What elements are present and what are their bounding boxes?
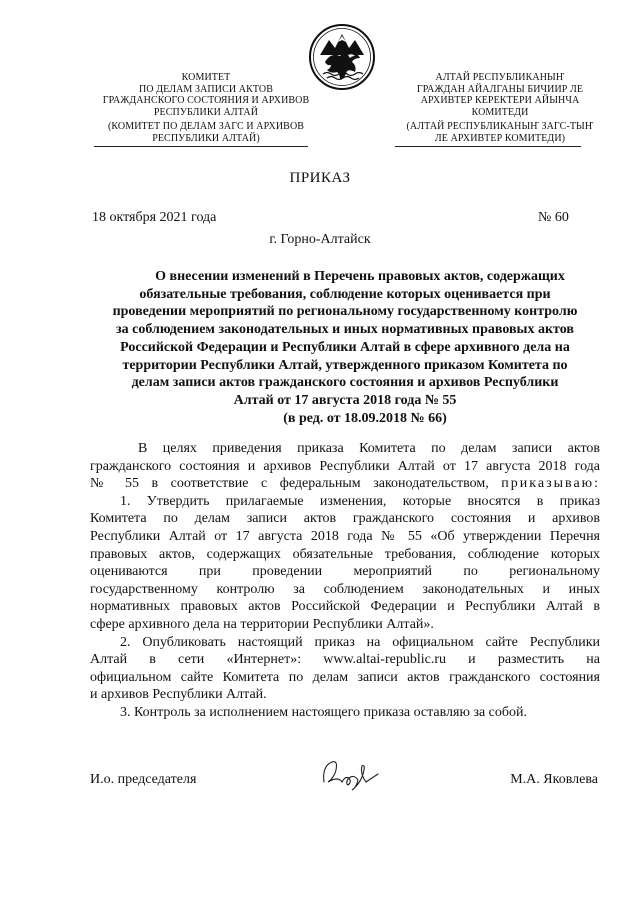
org-line: ГРАЖДАНСКОГО СОСТОЯНИЯ И АРХИВОВ xyxy=(102,95,310,107)
body-line: сфере архивного дела на территории Республики Алтай». xyxy=(90,616,434,632)
org-line: РЕСПУБЛИКИ АЛТАЙ xyxy=(153,106,259,118)
org-abbr-line: ЛЕ АРХИВТЕР КОМИТЕДИ) xyxy=(434,132,566,144)
body-line xyxy=(90,475,600,493)
heading-line: территории Республики Алтай, утвержденного приказом Комитета по xyxy=(122,357,568,373)
body-line: нормативных правовых актов Российской Федерации и Республики Алтай в xyxy=(90,599,600,615)
document-city: г. Горно-Алтайск xyxy=(269,232,371,247)
org-line: ГРАЖДАН АЙАЛГАНЫ БИЧИИР ЛЕ xyxy=(416,83,584,95)
heading-redaction: (в ред. от 18.09.2018 № 66) xyxy=(283,410,447,426)
body-line-text: № 55 в соответствие с федеральным законодательством, xyxy=(90,476,489,492)
org-abbr-line: (КОМИТЕТ ПО ДЕЛАМ ЗАГС И АРХИВОВ xyxy=(107,121,305,133)
body-line: официальном сайте Комитета по делам записи актов гражданского состояния xyxy=(90,669,600,685)
document-heading xyxy=(90,268,600,427)
body-line: и архивов Республики Алтай. xyxy=(90,687,267,703)
intro-paragraph xyxy=(90,440,600,493)
body-line: оцениваются при проведении мероприятий по региональному xyxy=(90,564,600,580)
heading-line: Российской Федерации и Республики Алтай в сфере архивного дела на xyxy=(120,339,570,355)
heading-line: за соблюдением законодательных и иных нормативных правовых актов xyxy=(116,322,574,338)
body-line: Алтай в сети «Интернет»: www.altai-republic.ru и разместить на xyxy=(90,652,600,668)
document-date: 18 октября 2021 года xyxy=(92,210,217,225)
order-word: приказываю: xyxy=(501,476,600,492)
heading-line: Алтай от 17 августа 2018 года № 55 xyxy=(233,392,457,408)
org-line: КОМИТЕТ xyxy=(181,72,231,83)
org-line: АЛТАЙ РЕСПУБЛИКАНЫҤ xyxy=(435,72,565,83)
signatory-name: М.А. Яковлева xyxy=(510,772,598,787)
body-line: государственному контролю за соблюдением законодательных и иных xyxy=(90,581,600,597)
document-body xyxy=(90,440,600,722)
paragraph-1 xyxy=(90,493,600,634)
heading-line: проведении мероприятий по региональному государственному контролю xyxy=(112,304,578,320)
body-line: 1. Утвердить прилагаемые изменения, которые вносятся в приказ xyxy=(120,493,600,509)
document-number: № 60 xyxy=(538,210,569,225)
header-rule-left xyxy=(94,146,308,147)
org-line: КОМИТЕДИ xyxy=(471,106,529,118)
body-line: 2. Опубликовать настоящий приказ на официальном сайте Республики xyxy=(120,634,600,650)
org-line: АРХИВТЕР КЕРЕКТЕРИ АЙЫНЧА xyxy=(420,95,580,107)
body-line: 3. Контроль за исполнением настоящего приказа оставляю за собой. xyxy=(120,704,528,720)
body-line: правовых актов, содержащих обязательные требования, соблюдение которых xyxy=(90,546,600,562)
signature-row xyxy=(90,772,600,792)
paragraph-2 xyxy=(90,634,600,704)
heading-line: обязательные требования, соблюдение которых оценивается при xyxy=(139,286,551,302)
signatory-position: И.о. председателя xyxy=(90,772,197,787)
org-name-altai xyxy=(362,72,638,145)
org-abbr-line: (АЛТАЙ РЕСПУБЛИКАНЫҤ ЗАГС-ТЫҤ xyxy=(406,121,594,133)
body-line: Комитета по делам записи актов гражданского состояния и архивов xyxy=(90,511,600,527)
org-abbr-line: РЕСПУБЛИКИ АЛТАЙ) xyxy=(152,132,260,144)
org-line: ПО ДЕЛАМ ЗАПИСИ АКТОВ xyxy=(138,83,274,95)
heading-line: делам записи актов гражданского состояния и архивов Республики xyxy=(131,375,559,391)
org-name-russian xyxy=(76,72,336,145)
body-line: Республики Алтай от 17 августа 2018 года № 55 «Об утверждении Перечня xyxy=(90,528,600,544)
header-rule-right xyxy=(395,146,581,147)
document-title: ПРИКАЗ xyxy=(289,170,351,186)
paragraph-3 xyxy=(90,704,600,722)
body-line: гражданского состояния и архивов Республики Алтай от 17 августа 2018 года xyxy=(90,458,600,474)
body-line: В целях приведения приказа Комитета по делам записи актов xyxy=(138,441,600,456)
heading-line: О внесении изменений в Перечень правовых актов, содержащих xyxy=(155,269,565,284)
